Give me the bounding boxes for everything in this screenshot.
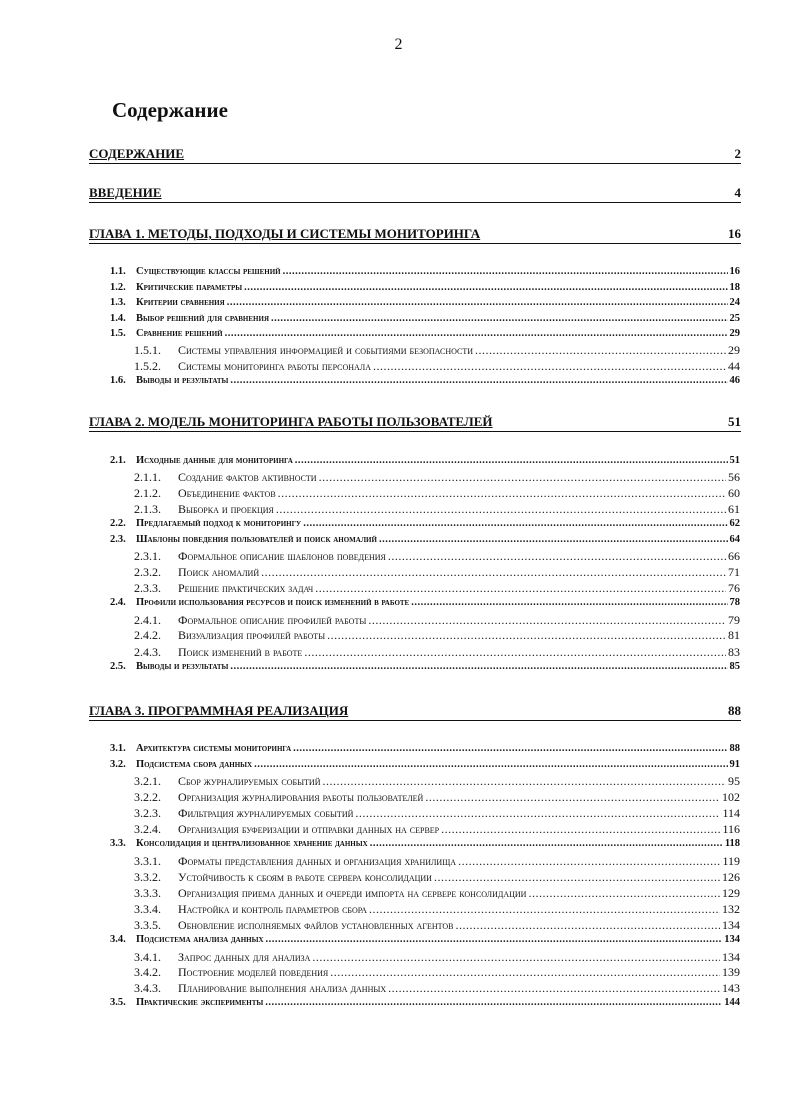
toc-entry-page: 143 <box>722 981 740 995</box>
toc-entry-title: Сравнение решений <box>136 328 223 339</box>
toc-entry-page: 60 <box>728 486 740 500</box>
toc-section-entry[interactable] <box>110 597 740 608</box>
toc-entry-page: 64 <box>729 534 740 545</box>
toc-entry-page: 61 <box>728 502 740 516</box>
toc-entry-page: 76 <box>728 581 740 595</box>
toc-subsection-entry[interactable] <box>134 870 740 885</box>
toc-entry-title: ВВЕДЕНИЕ <box>89 185 162 200</box>
toc-entry-title: Планирование выполнения анализа данных <box>178 981 387 995</box>
toc-subsection-entry[interactable] <box>134 613 740 628</box>
toc-dot-leader <box>373 359 726 374</box>
toc-entry-title: Визуализация профилей работы <box>178 628 326 642</box>
toc-entry-page: 83 <box>728 645 740 659</box>
toc-entry-page: 71 <box>728 565 740 579</box>
toc-subsection-entry[interactable] <box>134 581 740 596</box>
toc-entry-title: Поиск аномалий <box>178 565 260 579</box>
toc-subsection-entry[interactable] <box>134 549 740 564</box>
toc-section-entry[interactable] <box>110 313 740 324</box>
toc-entry-title: Профили использования ресурсов и поиск изменений в работе <box>136 597 410 608</box>
toc-entry-number: 1.3. <box>110 297 126 308</box>
toc-entry-title: Организация буферизации и отправки данных на сервер <box>178 822 440 836</box>
toc-entry-number: 3.3.3. <box>134 886 161 900</box>
toc-entry-number: 2.2. <box>110 518 126 529</box>
toc-entry-title: Выводы и результаты <box>136 661 229 672</box>
toc-entry-title: Поиск изменений в работе <box>178 645 303 659</box>
toc-section-entry[interactable] <box>110 455 740 466</box>
toc-entry-page: 139 <box>722 965 740 979</box>
toc-dot-leader <box>230 375 727 386</box>
toc-entry-page: 2 <box>734 146 741 161</box>
toc-entry-title: Настройка и контроль параметров сбора <box>178 902 367 916</box>
toc-dot-leader <box>261 565 726 580</box>
toc-entry-page: 126 <box>722 870 740 884</box>
toc-entry-number: 2.3.3. <box>134 581 161 595</box>
toc-dot-leader <box>355 806 720 821</box>
toc-entry-number: 3.4.3. <box>134 981 161 995</box>
toc-subsection-entry[interactable] <box>134 981 740 996</box>
toc-entry-title: Системы управления информацией и событиями безопасности <box>178 343 474 357</box>
toc-entry-title: Построение моделей поведения <box>178 965 329 979</box>
toc-entry-page: 91 <box>729 759 740 770</box>
toc-entry-number: 2.1.2. <box>134 486 161 500</box>
toc-entry-number: 2.3.2. <box>134 565 161 579</box>
toc-entry-title: Критические параметры <box>136 282 243 293</box>
toc-entry-number: 3.3.4. <box>134 902 161 916</box>
toc-entry-title: Формальное описание шаблонов поведения <box>178 549 386 563</box>
toc-subsection-entry[interactable] <box>134 774 740 789</box>
toc-entry-page: 24 <box>729 297 740 308</box>
toc-entry-title: СОДЕРЖАНИЕ <box>89 146 185 161</box>
toc-dot-leader <box>266 934 723 945</box>
toc-entry-title: ГЛАВА 1. МЕТОДЫ, ПОДХОДЫ И СИСТЕМЫ МОНИТОРИНГА <box>89 226 481 241</box>
toc-section-entry[interactable] <box>110 266 740 277</box>
toc-subsection-entry[interactable] <box>134 902 740 917</box>
toc-entry-title: Решение практических задач <box>178 581 314 595</box>
toc-section-entry[interactable] <box>110 282 740 293</box>
toc-dot-leader <box>370 838 723 849</box>
toc-entry-title: Форматы представления данных и организация хранилища <box>178 854 457 868</box>
toc-dot-leader <box>315 581 726 596</box>
toc-entry-page: 114 <box>722 806 740 820</box>
toc-subsection-entry[interactable] <box>134 950 740 965</box>
toc-entry-page: 29 <box>728 343 740 357</box>
toc-entry-title: ГЛАВА 3. ПРОГРАММНАЯ РЕАЛИЗАЦИЯ <box>89 703 349 718</box>
toc-entry-number: 3.2.2. <box>134 790 161 804</box>
toc-section-entry[interactable] <box>110 997 740 1008</box>
toc-entry-title: ГЛАВА 2. МОДЕЛЬ МОНИТОРИНГА РАБОТЫ ПОЛЬЗОВАТЕЛЕЙ <box>89 414 493 429</box>
toc-entry-page: 62 <box>729 518 740 529</box>
toc-entry-number: 3.3.1. <box>134 854 161 868</box>
toc-entry-number: 2.4. <box>110 597 126 608</box>
toc-entry-number: 1.5. <box>110 328 126 339</box>
toc-entry-title: Предлагаемый подход к мониторингу <box>136 518 302 529</box>
toc-dot-leader <box>227 297 728 308</box>
toc-entry-number: 3.4.1. <box>134 950 161 964</box>
toc-entry-page: 95 <box>728 774 740 788</box>
toc-entry-page: 119 <box>722 854 740 868</box>
toc-entry-title: Формальное описание профилей работы <box>178 613 367 627</box>
toc-entry-number: 2.1.1. <box>134 470 161 484</box>
toc-subsection-entry[interactable] <box>134 565 740 580</box>
toc-entry-title: Устойчивость к сбоям в работе сервера консолидации <box>178 870 432 884</box>
toc-dot-leader <box>312 950 720 965</box>
toc-section-entry[interactable] <box>110 759 740 770</box>
toc-dot-leader <box>283 266 728 277</box>
toc-dot-leader <box>304 645 726 660</box>
toc-entry-page: 134 <box>722 950 740 964</box>
toc-entry-title: Практические эксперименты <box>136 997 264 1008</box>
toc-entry-number: 3.4. <box>110 934 126 945</box>
toc-dot-leader <box>278 486 726 501</box>
toc-subsection-entry[interactable] <box>134 359 740 374</box>
toc-entry-number: 2.3. <box>110 534 126 545</box>
toc-dot-leader <box>528 886 720 901</box>
toc-entry-page: 116 <box>722 822 740 836</box>
toc-entry-title: Подсистема анализа данных <box>136 934 264 945</box>
toc-section-entry[interactable] <box>110 375 740 386</box>
toc-entry-number: 3.3.5. <box>134 918 161 932</box>
toc-chapter-entry[interactable] <box>89 414 741 432</box>
toc-entry-page: 134 <box>722 918 740 932</box>
toc-subsection-entry[interactable] <box>134 486 740 501</box>
toc-entry-number: 1.5.2. <box>134 359 161 373</box>
toc-entry-page: 88 <box>729 743 740 754</box>
toc-entry-page: 44 <box>728 359 740 373</box>
toc-entry-title: Создание фактов активности <box>178 470 317 484</box>
toc-entry-title: Организация журналирования работы пользователей <box>178 790 424 804</box>
toc-dot-leader <box>441 822 720 837</box>
toc-entry-page: 25 <box>729 313 740 324</box>
toc-entry-page: 66 <box>728 549 740 563</box>
toc-subsection-entry[interactable] <box>134 343 740 358</box>
toc-subsection-entry[interactable] <box>134 628 740 643</box>
toc-subsection-entry[interactable] <box>134 854 740 869</box>
toc-dot-leader <box>276 502 726 517</box>
toc-dot-leader <box>411 597 727 608</box>
toc-entry-number: 3.3.2. <box>134 870 161 884</box>
toc-entry-number: 1.1. <box>110 266 126 277</box>
toc-chapter-entry[interactable] <box>89 185 741 203</box>
toc-entry-title: Объединение фактов <box>178 486 276 500</box>
toc-entry-title: Критерии сравнения <box>136 297 225 308</box>
toc-section-entry[interactable] <box>110 534 740 545</box>
toc-section-entry[interactable] <box>110 934 740 945</box>
toc-section-entry[interactable] <box>110 743 740 754</box>
toc-entry-page: 118 <box>724 838 740 849</box>
toc-dot-leader <box>265 997 722 1008</box>
toc-entry-title: Фильтрация журналируемых событий <box>178 806 354 820</box>
toc-dot-leader <box>225 328 728 339</box>
toc-dot-leader <box>458 854 720 869</box>
toc-subsection-entry[interactable] <box>134 965 740 980</box>
toc-section-entry[interactable] <box>110 838 740 849</box>
toc-section-entry[interactable] <box>110 518 740 529</box>
toc-entry-page: 88 <box>728 703 741 718</box>
toc-entry-title: Шаблоны поведения пользователей и поиск аномалий <box>136 534 377 545</box>
toc-entry-title: Выборка и проекция <box>178 502 274 516</box>
toc-entry-number: 3.3. <box>110 838 126 849</box>
toc-entry-number: 1.4. <box>110 313 126 324</box>
toc-subsection-entry[interactable] <box>134 502 740 517</box>
toc-entry-title: Системы мониторинга работы персонала <box>178 359 371 373</box>
toc-dot-leader <box>244 282 727 293</box>
toc-entry-title: Сбор журналируемых событий <box>178 774 321 788</box>
toc-entry-page: 51 <box>729 455 740 466</box>
toc-dot-leader <box>293 743 727 754</box>
toc-chapter-entry[interactable] <box>89 146 741 164</box>
toc-subsection-entry[interactable] <box>134 822 740 837</box>
toc-entry-number: 1.6. <box>110 375 126 386</box>
toc-dot-leader <box>295 455 728 466</box>
toc-entry-number: 2.1.3. <box>134 502 161 516</box>
toc-entry-title: Исходные данные для мониторинга <box>136 455 293 466</box>
toc-chapter-entry[interactable] <box>89 226 741 244</box>
toc-entry-number: 2.4.1. <box>134 613 161 627</box>
toc-entry-number: 3.2.3. <box>134 806 161 820</box>
toc-entry-page: 129 <box>722 886 740 900</box>
toc-section-entry[interactable] <box>110 328 740 339</box>
toc-entry-title: Консолидация и централизованное хранение данных <box>136 838 368 849</box>
toc-entry-title: Организация приема данных и очереди импорта на сервере консолидации <box>178 886 527 900</box>
toc-entry-page: 16 <box>729 266 740 277</box>
toc-entry-number: 3.2. <box>110 759 126 770</box>
toc-dot-leader <box>379 534 728 545</box>
toc-dot-leader <box>475 343 726 358</box>
toc-dot-leader <box>388 981 720 996</box>
toc-dot-leader <box>456 918 720 933</box>
toc-entry-number: 3.2.1. <box>134 774 161 788</box>
toc-dot-leader <box>271 313 728 324</box>
toc-entry-title: Запрос данных для анализа <box>178 950 311 964</box>
toc-dot-leader <box>323 774 727 789</box>
toc-entry-page: 18 <box>729 282 740 293</box>
toc-entry-page: 29 <box>729 328 740 339</box>
toc-dot-leader <box>230 661 727 672</box>
toc-entry-number: 3.2.4. <box>134 822 161 836</box>
toc-dot-leader <box>330 965 720 980</box>
toc-entry-number: 2.4.2. <box>134 628 161 642</box>
toc-subsection-entry[interactable] <box>134 918 740 933</box>
toc-entry-page: 4 <box>734 185 741 200</box>
toc-section-entry[interactable] <box>110 297 740 308</box>
toc-dot-leader <box>369 902 720 917</box>
toc-dot-leader <box>303 518 727 529</box>
toc-entry-title: Существующие классы решений <box>136 266 281 277</box>
toc-dot-leader <box>254 759 727 770</box>
toc-dot-leader <box>368 613 726 628</box>
toc-entry-page: 56 <box>728 470 740 484</box>
toc-entry-title: Обновление исполняемых файлов установленных агентов <box>178 918 454 932</box>
toc-chapter-entry[interactable] <box>89 703 741 721</box>
toc-entry-number: 3.1. <box>110 743 126 754</box>
toc-subsection-entry[interactable] <box>134 645 740 660</box>
toc-entry-number: 2.5. <box>110 661 126 672</box>
toc-section-entry[interactable] <box>110 661 740 672</box>
toc-entry-number: 2.3.1. <box>134 549 161 563</box>
toc-dot-leader <box>388 549 726 564</box>
toc-entry-page: 16 <box>728 226 741 241</box>
toc-dot-leader <box>434 870 720 885</box>
toc-entry-title: Подсистема сбора данных <box>136 759 253 770</box>
toc-entry-number: 2.1. <box>110 455 126 466</box>
toc-entry-title: Архитектура системы мониторинга <box>136 743 292 754</box>
toc-entry-title: Выбор решений для сравнения <box>136 313 269 324</box>
toc-entry-page: 134 <box>724 934 740 945</box>
toc-entry-number: 3.5. <box>110 997 126 1008</box>
toc-entry-page: 79 <box>728 613 740 627</box>
toc-entry-page: 102 <box>722 790 740 804</box>
toc-entry-page: 132 <box>722 902 740 916</box>
toc-dot-leader <box>327 628 726 643</box>
toc-entry-page: 85 <box>729 661 740 672</box>
page-title: Содержание <box>112 98 228 122</box>
toc-entry-page: 51 <box>728 414 741 429</box>
toc-subsection-entry[interactable] <box>134 806 740 821</box>
toc-entry-page: 144 <box>724 997 740 1008</box>
toc-dot-leader <box>319 470 726 485</box>
toc-entry-number: 3.4.2. <box>134 965 161 979</box>
toc-dot-leader <box>425 790 720 805</box>
toc-entry-number: 1.2. <box>110 282 126 293</box>
toc-entry-title: Выводы и результаты <box>136 375 229 386</box>
toc-entry-page: 46 <box>729 375 740 386</box>
toc-entry-page: 78 <box>729 597 740 608</box>
toc-entry-number: 2.4.3. <box>134 645 161 659</box>
toc-subsection-entry[interactable] <box>134 790 740 805</box>
toc-subsection-entry[interactable] <box>134 470 740 485</box>
toc-subsection-entry[interactable] <box>134 886 740 901</box>
toc-entry-number: 1.5.1. <box>134 343 161 357</box>
page-number: 2 <box>394 36 403 53</box>
toc-entry-page: 81 <box>728 628 740 642</box>
